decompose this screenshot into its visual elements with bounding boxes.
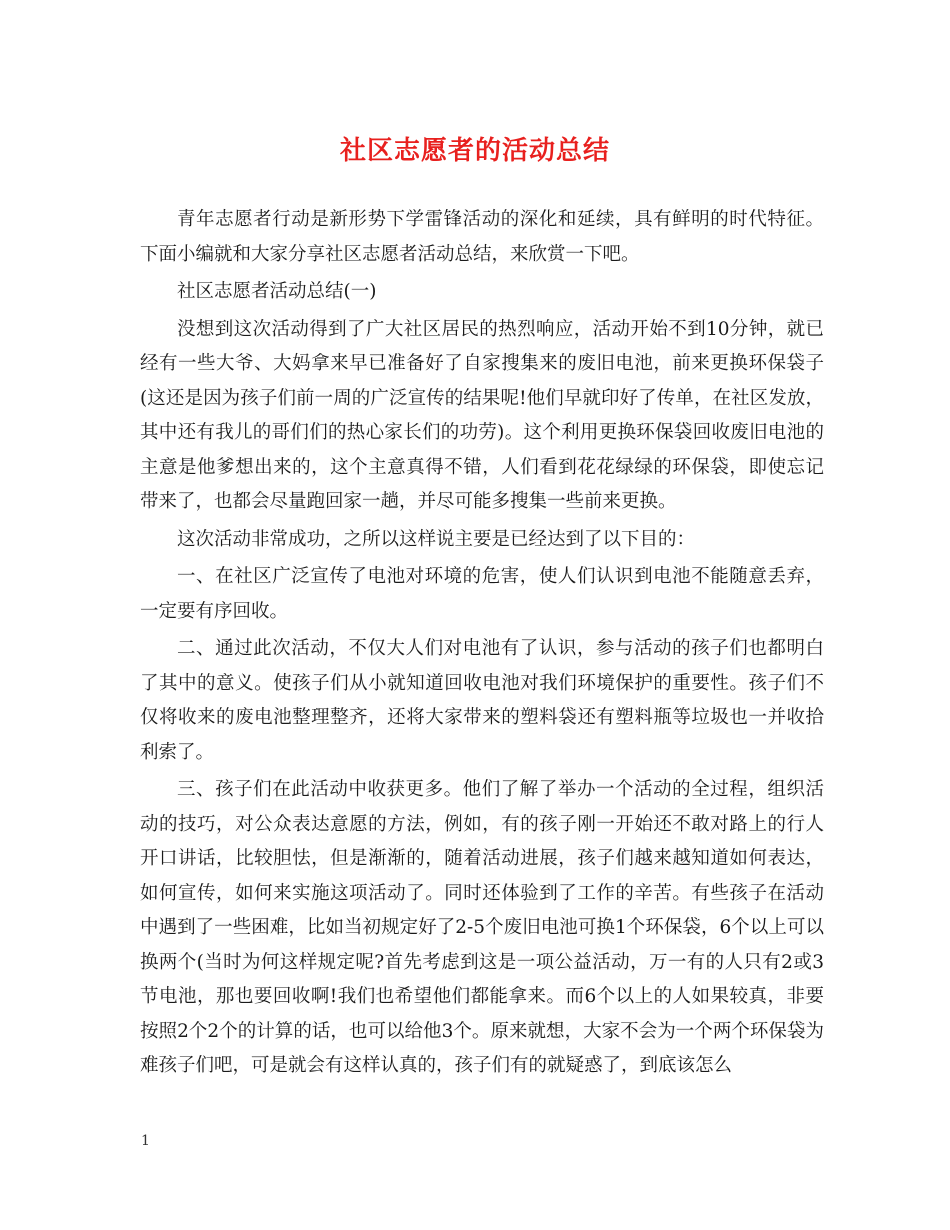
list-paragraph-one: 一、在社区广泛宣传了电池对环境的危害，使人们认识到电池不能随意丢弃，一定要有序回收。 bbox=[140, 566, 824, 622]
intro-paragraph: 青年志愿者行动是新形势下学雷锋活动的深化和延续，具有鲜明的时代特征。下面小编就和大家分享社区志愿者活动总结，来欣赏一下吧。 bbox=[140, 209, 824, 265]
list-paragraph-two: 二、通过此次活动，不仅大人们对电池有了认识，参与活动的孩子们也都明白了其中的意义。使孩子们从小就知道回收电池对我们环境保护的重要性。孩子们不仅将收来的废电池整理整齐，还将大家带来的塑料袋还有塑料瓶等垃圾也一并收拾利索了。 bbox=[140, 638, 824, 763]
page-title: 社区志愿者的活动总结 bbox=[339, 136, 610, 166]
body-paragraph: 这次活动非常成功，之所以这样说主要是已经达到了以下目的： bbox=[177, 528, 696, 550]
page-number: 1 bbox=[141, 1133, 150, 1149]
document-body bbox=[140, 203, 824, 1087]
body-paragraph: 没想到这次活动得到了广大社区居民的热烈响应，活动开始不到10分钟，就已经有一些大爷、大妈拿来早已准备好了自家搜集来的废旧电池，前来更换环保袋子(这还是因为孩子们前一周的广泛宣传的结果呢!他们早就印好了传单，在社区发放，其中还有我儿的哥们们的热心家长们的功劳)。这个利用更换环保袋回收废旧电池的主意是他爹想出来的，这个主意真得不错，人们看到花花绿绿的环保袋，即使忘记带来了，也都会尽量跑回家一趟，并尽可能多搜集一些前来更换。 bbox=[140, 318, 824, 512]
section-heading: 社区志愿者活动总结(一) bbox=[177, 281, 377, 302]
list-paragraph-three: 三、孩子们在此活动中收获更多。他们了解了举办一个活动的全过程，组织活动的技巧，对公众表达意愿的方法，例如，有的孩子刚一开始还不敢对路上的行人开口讲话，比较胆怯，但是渐渐的，随着活动进展，孩子们越来越知道如何表达，如何宣传，如何来实施这项活动了。同时还体验到了工作的辛苦。有些孩子在活动中遇到了一些困难，比如当初规定好了2-5个废旧电池可换1个环保袋，6个以上可以换两个(当时为何这样规定呢?首先考虑到这是一项公益活动，万一有的人只有2或3节电池，那也要回收啊!我们也希望他们都能拿来。而6个以上的人如果较真，非要按照2个2个的计算的话，也可以给他3个。原来就想，大家不会为一个两个环保袋为难孩子们吧，可是就会有这样认真的，孩子们有的就疑惑了，到底该怎么 bbox=[140, 779, 824, 1076]
